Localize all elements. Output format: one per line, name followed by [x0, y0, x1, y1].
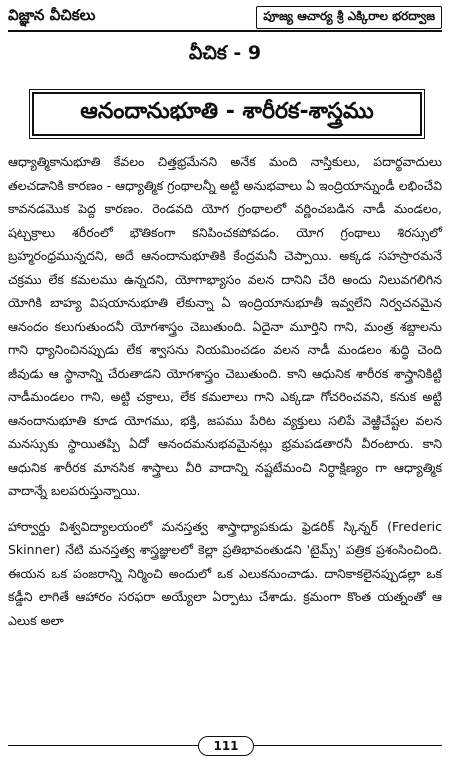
running-header [8, 4, 442, 32]
chapter-label: వీచిక - 9 [188, 42, 262, 64]
page-number: 111 [198, 736, 254, 756]
paragraph: ఆధ్యాత్మికానుభూతి కేవలం చిత్తభ్రమేనని అనేక మంది నాస్తికులు, పదార్థవాదులు తలచడానికి కారణం - ఆధ్యాత్మిక గ్రంథాలన్నీ అట్టి అనుభవాలు ఏ ఇంద్రియాన్నుండీ లభించేవి కావనడమొక పెద్ద కారణం. రెండవది యోగ గ్రంథాలలో వర్ణించబడిన నాడీ మండలం, షట్చక్రాలు శరీరంలో భౌతికంగా కనిపించకపోవడం. యోగ గ్రంథాలు శిరస్సులో బ్రహ్మరంధ్రమున్నదని, అదే ఆనందానుభూతికి కేంద్రమనీ చెప్పాయి. అక్కడ సహస్రారమనే చక్రము లేక కమలము ఉన్నదని, యోగాభ్యాసం వలన దానిని చేరి అందు నిలువగలిగిన యోగికి బాహ్య విషయానుభూతి లేకున్నా ఏ ఇంద్రియానుభూతీ ఇవ్వలేని నిర్వచనమైన ఆనందం కలుగుతుందనీ యోగశాస్త్రం చెబుతుంది. ఏదైనా మూర్తిని గాని, మంత్ర శబ్దాలను గాని ధ్యానించినప్పుడు లేక శ్వాసను నియమించడం వలన నాడీ మండలం శుద్ధి చెంది జీవుడు ఆ స్థానాన్ని చేరుతాడని యోగశాస్త్రం చెబుతుంది. కాని ఆధునిక శారీరక శాస్త్రానికిట్టి నాడీమండలం గాని, అట్టి చక్రాలు, లేక కమలాలు గాని ఎక్కడా గోచరించవని, కనుక అట్టి ఆనందానుభూతి కూడ యోగము, భక్తి, జపము పేరిట వ్యక్తులు సలిపే వెఱ్ఱిచేష్టల వలన మనస్సుకు స్థాయితప్పి ఏదో ఆనందమనుభవమైనట్లు భ్రమపడతారనీ వీరంటారు. కాని ఆధునిక శారీరక మానసిక శాస్త్రాలు వీరి వాదాన్ని నష్టటేమంచి నిర్ధాక్షిణ్యం గా ఆధ్యాత్మిక వాదాన్నే బలపరుస్తున్నాయి. [8, 154, 442, 498]
body-text [8, 150, 442, 632]
book-title: విజ్ఞాన వీచికలు [8, 6, 96, 24]
author-name: పూజ్య ఆచార్య శ్రీ ఎక్కిరాల భరద్వాజ [256, 6, 442, 29]
chapter-title: ఆనందానుభూతి - శారీరక-శాస్త్రము [32, 92, 422, 136]
paragraph: హార్వార్డు విశ్వవిద్యాలయంలో మనస్తత్వ శాస్త్రాధ్యాపకుడు ఫ్రెడరిక్ స్కిన్నర్ (Frederic Skinner) నేటి మనస్తత్వ శాస్త్రజ్ఞులలో కెల్లా ప్రతిభావంతుడని 'టైమ్స్' పత్రిక ప్రశంసించింది. ఈయన ఒక పంజరాన్ని నిర్మించి అందులో ఒక ఎలుకనుంచాడు. దానికాకలైనప్పుడల్లా ఒక కడ్డీని లాగితే ఆహారం సరఫరా అయ్యేలా ఏర్పాటు చేశాడు. క్రమంగా కొంత యత్నంతో ఆ ఎలుక అలా [8, 518, 442, 628]
